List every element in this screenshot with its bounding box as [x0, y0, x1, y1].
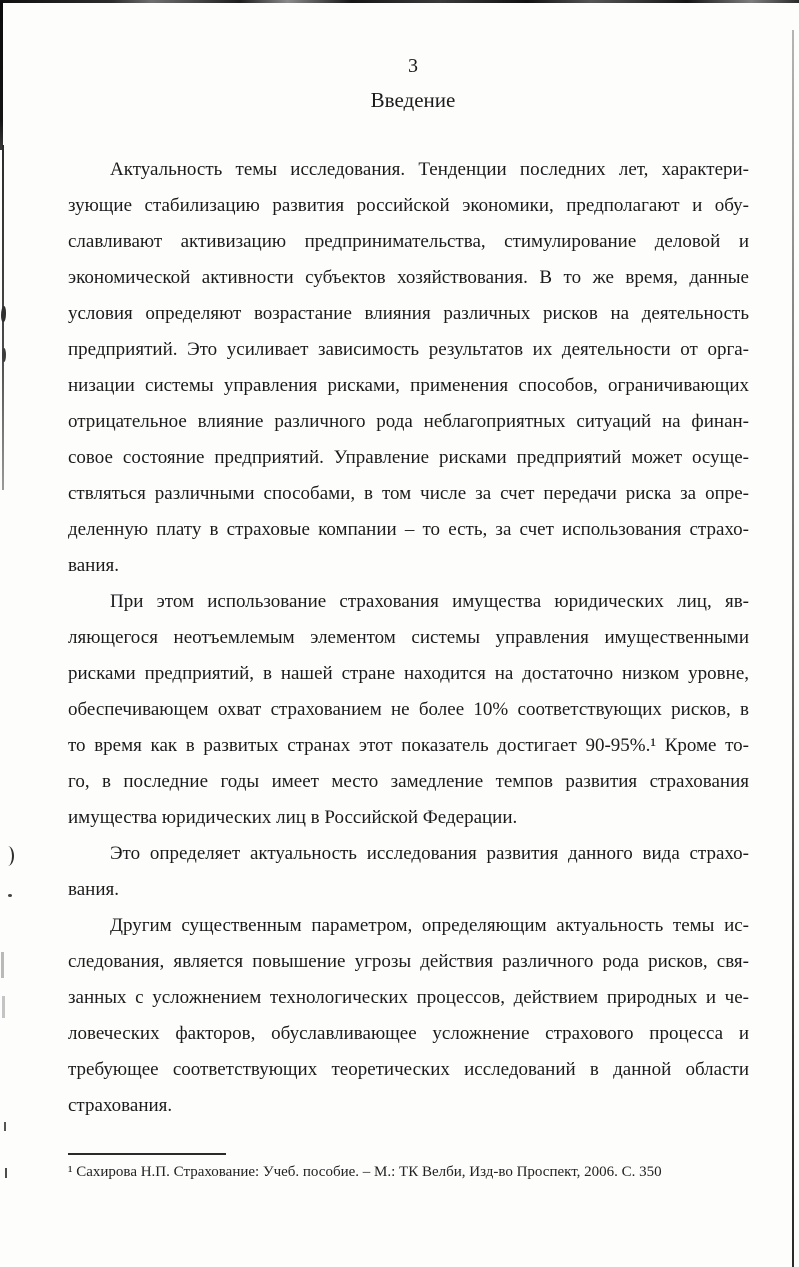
text-line: Актуальность темы исследования. Тенденции последних лет, характери- [110, 159, 749, 180]
scan-artifact [8, 894, 12, 897]
text-line: отрицательное влияние различного рода неблагоприятных ситуаций на финан- [68, 411, 749, 432]
text-line: условия определяют возрастание влияния различных рисков на деятельность [68, 303, 749, 324]
text-line: требующее соответствующих теоретических исследований в данной области [68, 1059, 749, 1080]
body-text [68, 152, 749, 1124]
scan-edge-right [792, 30, 794, 1267]
paragraph [68, 584, 749, 836]
text-line: вания. [68, 555, 119, 576]
scan-artifact [4, 1122, 6, 1131]
scan-artifact [5, 846, 14, 866]
text-line: имущества юридических лиц в Российской Федерации. [68, 807, 518, 828]
text-line: экономической активности субъектов хозяйствования. В то же время, данные [68, 267, 749, 288]
text-line: совое состояние предприятий. Управление рисками предприятий может осуще- [68, 447, 749, 468]
text-line: При этом использование страхования имущества юридических лиц, яв- [110, 591, 749, 612]
scan-artifact [2, 348, 6, 362]
text-line: Другим существенным параметром, определяющим актуальность темы ис- [110, 915, 749, 936]
scan-edge-top [0, 0, 799, 3]
text-line: ляющегося неотъемлемым элементом системы управления имущественными [68, 627, 749, 648]
text-line: зующие стабилизацию развития российской экономики, предполагают и обу- [68, 195, 749, 216]
scan-artifact [1, 306, 6, 322]
paragraph [68, 908, 749, 1124]
text-line: следования, является повышение угрозы действия различного рода рисков, свя- [68, 951, 749, 972]
text-line: го, в последние годы имеет место замедление темпов развития страхования [68, 771, 749, 792]
footnote-separator [68, 1153, 226, 1155]
scan-artifact [1, 952, 4, 978]
text-line: низации системы управления рисками, применения способов, ограничивающих [68, 375, 749, 396]
text-line: славливают активизацию предпринимательства, стимулирование деловой и [68, 231, 749, 252]
scan-artifact [2, 996, 5, 1018]
text-line: страхования. [68, 1095, 173, 1116]
text-line: деленную плату в страховые компании – то есть, за счет использования страхо- [68, 519, 749, 540]
text-line: Это определяет актуальность исследования развития данного вида страхо- [110, 843, 749, 864]
text-line: ствляться различными способами, в том числе за счет передачи риска за опре- [68, 483, 749, 504]
text-line: то время как в развитых странах этот показатель достигает 90-95%.¹ Кроме то- [68, 735, 749, 756]
paragraph [68, 152, 749, 584]
footnote-text: ¹ Сахирова Н.П. Страхование: Учеб. пособие. – М.: ТК Велби, Изд-во Проспект, 2006. С. 350 [68, 1164, 662, 1180]
text-line: обеспечивающем охват страхованием не более 10% соответствующих рисков, в [68, 699, 749, 720]
text-line: ловеческих факторов, обуславливающее усложнение страхового процесса и [68, 1023, 749, 1044]
scan-artifact [5, 1168, 7, 1178]
text-line: рисками предприятий, в нашей стране находится на достаточно низком уровне, [68, 663, 749, 684]
text-line: занных с усложнением технологических процессов, действием природных и че- [68, 987, 749, 1008]
page-number: 3 [408, 55, 418, 77]
page-title: Введение [370, 88, 456, 112]
paragraph [68, 836, 749, 908]
text-line: предприятий. Это усиливает зависимость результатов их деятельности от орга- [68, 339, 749, 360]
scan-edge-left [0, 2, 3, 150]
text-line: вания. [68, 879, 119, 900]
